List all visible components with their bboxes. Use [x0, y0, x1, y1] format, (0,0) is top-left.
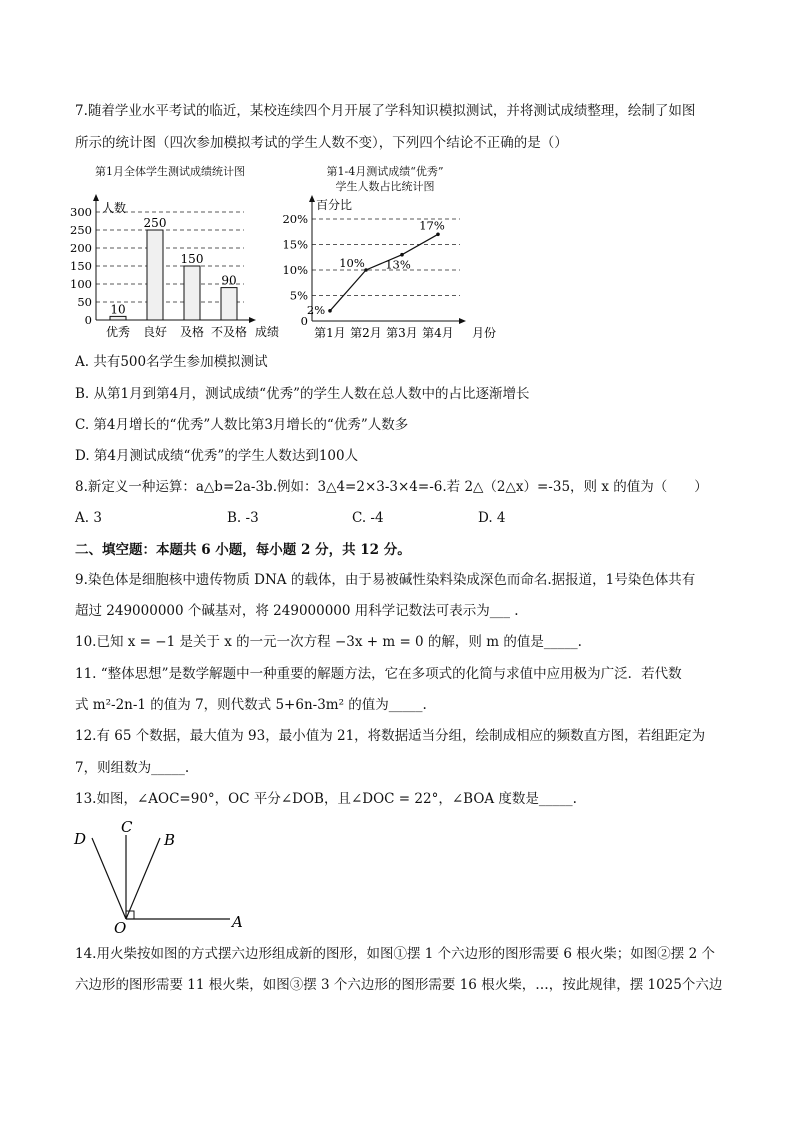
- bar-value-label: 150: [180, 252, 204, 266]
- ray-od: [92, 838, 126, 919]
- line-x-arrow: [459, 318, 466, 324]
- line-category-label: 第4月: [422, 326, 454, 340]
- bar-category-label: 优秀: [105, 325, 131, 339]
- q11-line1: 11. “整体思想”是数学解题中一种重要的解题方法，它在多项式的化简与求值中应用极为广泛．若代数: [75, 666, 682, 682]
- bar-category-label: 良好: [142, 325, 168, 339]
- bar-chart: [66, 190, 296, 342]
- bar-y-tick-label: 300: [70, 205, 92, 219]
- bar-y-tick-label: 100: [70, 277, 92, 291]
- line-point: [436, 233, 440, 237]
- bar-y-tick-label: 200: [70, 241, 92, 255]
- line-y-tick-label: 10%: [282, 263, 308, 277]
- bar-2: [147, 230, 163, 320]
- line-chart-title-1: 第1-4月测试成绩“优秀”: [326, 165, 444, 178]
- bar-y-tick-label: 250: [70, 223, 92, 237]
- line-chart: [282, 195, 512, 347]
- bar-value-label: 250: [143, 216, 167, 230]
- q12-line1: 12.有 65 个数据，最大值为 93，最小值为 21，将数据适当分组，绘制成相应的频数直方图，若组距定为: [75, 728, 706, 744]
- bar-y-label: 人数: [102, 201, 127, 215]
- q13: 13.如图，∠AOC=90°，OC 平分∠DOB，且∠DOC = 22°，∠BOA 度数是_____.: [75, 791, 577, 807]
- bar-y-tick-label: 0: [84, 313, 92, 327]
- bar-chart-title: 第1月全体学生测试成绩统计图: [95, 165, 245, 178]
- angle-figure: [68, 815, 258, 935]
- q8-option-a: A. 3: [75, 510, 102, 526]
- q11-line2: 式 m²-2n-1 的值为 7，则代数式 5+6n-3m² 的值为_____.: [75, 697, 427, 713]
- q7-option-c: C. 第4月增长的“优秀”人数比第3月增长的“优秀”人数多: [75, 417, 409, 433]
- label-o: O: [114, 919, 127, 935]
- ray-ob: [126, 838, 160, 919]
- bar-value-label: 90: [221, 273, 237, 288]
- q7-option-d: D. 第4月测试成绩“优秀”的学生人数达到100人: [75, 448, 359, 464]
- bar-y-tick-label: 50: [77, 295, 92, 309]
- q7-stem-line2: 所示的统计图（四次参加模拟考试的学生人数不变），下列四个结论不正确的是（）: [75, 135, 568, 151]
- line-y-tick-label: 15%: [282, 237, 308, 252]
- q14-line2: 六边形的图形需要 11 根火柴，如图③摆 3 个六边形的图形需要 16 根火柴，…，按此规律，摆 1025个六边: [75, 977, 723, 993]
- q9-line1: 9.染色体是细胞核中遗传物质 DNA 的载体，由于易被碱性染料染成深色而命名.据报道，1号染色体共有: [75, 572, 696, 588]
- line-series: [330, 234, 438, 310]
- bar-category-label: 及格: [179, 325, 205, 339]
- bar-3: [184, 266, 200, 320]
- bar-x-label: 成绩: [255, 325, 280, 339]
- label-c: C: [121, 818, 133, 836]
- bar-y-tick-label: 150: [70, 259, 92, 273]
- label-a: A: [232, 913, 243, 931]
- line-chart-title-2: 学生人数占比统计图: [335, 180, 435, 193]
- line-point: [328, 309, 332, 313]
- line-category-label: 第1月: [314, 326, 346, 340]
- q7-option-b: B. 从第1月到第4月，测试成绩“优秀”的学生人数在总人数中的占比逐渐增长: [75, 386, 530, 402]
- bar-category-label: 不及格: [210, 325, 248, 339]
- line-y-tick-label: 20%: [282, 212, 308, 226]
- line-point-label: 10%: [339, 256, 365, 270]
- bar-1: [110, 316, 126, 320]
- q8-option-b: B. -3: [227, 510, 259, 526]
- line-category-label: 第2月: [350, 326, 382, 340]
- line-point: [400, 253, 404, 257]
- q14-line1: 14.用火柴按如图的方式摆六边形组成新的图形，如图①摆 1 个六边形的图形需要 6 根火柴；如图②摆 2 个: [75, 946, 715, 962]
- q10: 10.已知 x = −1 是关于 x 的一元一次方程 −3x + m = 0 的解，则 m 的值是_____.: [75, 634, 582, 650]
- line-point-label: 2%: [306, 302, 326, 317]
- line-point-label: 13%: [385, 257, 411, 272]
- q7-stem-line1: 7.随着学业水平考试的临近，某校连续四个月开展了学科知识模拟测试，并将测试成绩整理，绘制了如图: [75, 103, 696, 119]
- line-y-label: 百分比: [316, 198, 353, 212]
- section-2-heading: 二、填空题：本题共 6 小题，每小题 2 分，共 12 分。: [75, 542, 411, 558]
- label-d: D: [74, 830, 87, 848]
- q7-option-a: A. 共有500名学生参加模拟测试: [75, 354, 268, 370]
- bar-x-arrow: [249, 317, 256, 323]
- q8-option-d: D. 4: [478, 510, 506, 526]
- q12-line2: 7，则组数为_____.: [75, 760, 190, 776]
- q8-stem: 8.新定义一种运算：a△b=2a-3b.例如：3△4=2×3-3×4=-6.若 2△（2△x）=-35，则 x 的值为（ ）: [75, 479, 708, 495]
- q8-options: [75, 508, 675, 528]
- q9-line2: 超过 249000000 个碱基对，将 249000000 用科学记数法可表示为___ .: [75, 603, 519, 619]
- line-y-tick-label: 0: [300, 314, 308, 328]
- line-y-arrow: [309, 195, 315, 202]
- line-category-label: 第3月: [386, 326, 418, 340]
- bar-4: [221, 288, 237, 320]
- bar-y-arrow: [93, 194, 99, 201]
- label-b: B: [164, 831, 176, 849]
- line-x-label: 月份: [472, 326, 497, 340]
- bar-value-label: 10: [110, 302, 126, 317]
- q8-option-c: C. -4: [352, 510, 384, 526]
- line-point-label: 17%: [419, 218, 445, 233]
- line-y-tick-label: 5%: [289, 288, 308, 303]
